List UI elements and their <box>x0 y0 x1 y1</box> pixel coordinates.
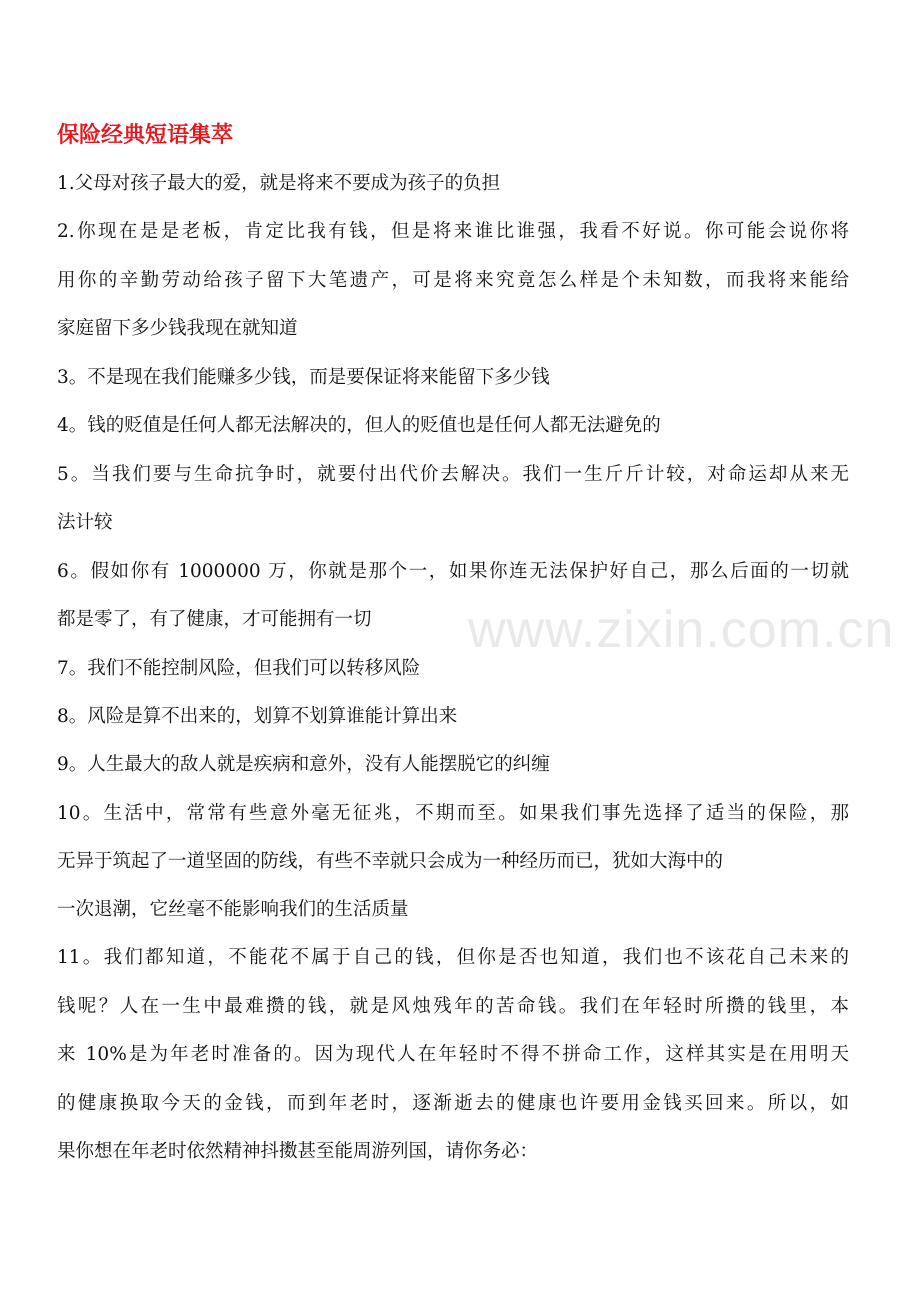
text-line: 5。当我们要与生命抗争时，就要付出代价去解决。我们一生斤斤计较，对命运却从来无 <box>57 464 849 485</box>
text-line: 6。假如你有 1000000 万，你就是那个一，如果你连无法保护好自己，那么后面的一切就 <box>57 561 849 582</box>
text-line: 1.父母对孩子最大的爱，就是将来不要成为孩子的负担 <box>57 173 501 194</box>
text-line: 的健康换取今天的金钱，而到年老时，逐渐逝去的健康也许要用金钱买回来。所以，如 <box>57 1093 849 1114</box>
text-line: 都是零了，有了健康，才可能拥有一切 <box>57 609 372 630</box>
text-line: 来 10%是为年老时准备的。因为现代人在年轻时不得不拼命工作，这样其实是在用明天 <box>57 1044 849 1065</box>
text-line: 3。不是现在我们能赚多少钱，而是要保证将来能留下多少钱 <box>57 367 550 388</box>
text-line: 钱呢？人在一生中最难攒的钱，就是风烛残年的苦命钱。我们在年轻时所攒的钱里，本 <box>57 996 849 1017</box>
text-line: 无异于筑起了一道坚固的防线，有些不幸就只会成为一种经历而已，犹如大海中的 <box>57 851 724 872</box>
text-line: 2.你现在是是老板，肯定比我有钱，但是将来谁比谁强，我看不好说。你可能会说你将 <box>57 221 849 242</box>
document-title: 保险经典短语集萃 <box>57 122 234 148</box>
text-line: 9。人生最大的敌人就是疾病和意外，没有人能摆脱它的纠缠 <box>57 754 550 775</box>
text-line: 11。我们都知道，不能花不属于自己的钱，但你是否也知道，我们也不该花自己未来的 <box>57 947 849 968</box>
text-line: 4。钱的贬值是任何人都无法解决的，但人的贬值也是任何人都无法避免的 <box>57 415 661 436</box>
text-line: 家庭留下多少钱我现在就知道 <box>57 318 298 339</box>
text-line: 用你的辛勤劳动给孩子留下大笔遗产，可是将来究竟怎么样是个未知数，而我将来能给 <box>57 270 849 291</box>
watermark: www.zixin.com.cn <box>468 601 895 659</box>
text-line: 果你想在年老时依然精神抖擞甚至能周游列国，请你务必： <box>57 1141 539 1162</box>
text-line: 10。生活中，常常有些意外毫无征兆，不期而至。如果我们事先选择了适当的保险，那 <box>57 803 849 824</box>
text-line: 法计较 <box>57 512 113 533</box>
text-line: 7。我们不能控制风险，但我们可以转移风险 <box>57 658 421 679</box>
text-line: 一次退潮，它丝毫不能影响我们的生活质量 <box>57 899 409 920</box>
text-line: 8。风险是算不出来的，划算不划算谁能计算出来 <box>57 706 458 727</box>
